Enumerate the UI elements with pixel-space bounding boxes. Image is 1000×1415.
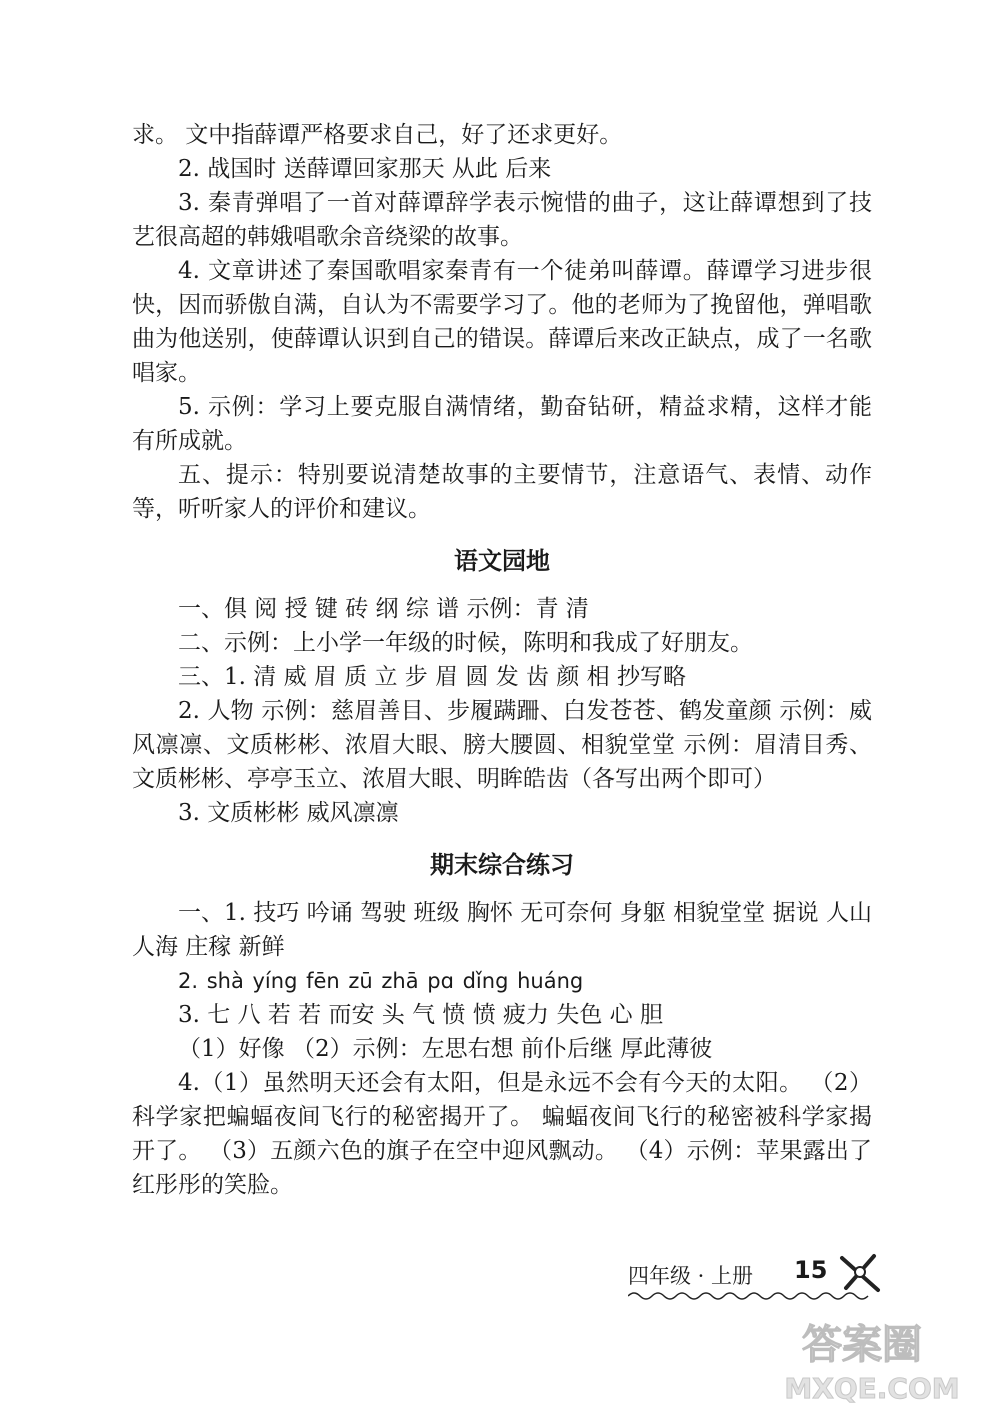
answer-line: 4. 文章讲述了秦国歌唱家秦青有一个徒弟叫薛谭。薛谭学习进步很快，因而骄傲自满，自认为不需要学习了。他的老师为了挽留他，弹唱歌曲为他送别，使薛谭认识到自己的错误。薛谭后来改正缺点，成了一名歌唱家。 bbox=[132, 258, 872, 386]
answer-line: 二、示例：上小学一年级的时候，陈明和我成了好朋友。 bbox=[178, 630, 753, 656]
watermark-text: 答案圈 bbox=[802, 1322, 922, 1368]
grade-label: 四年级 · 上册 bbox=[628, 1264, 754, 1288]
pencil-crossed-icon bbox=[834, 1248, 886, 1300]
answer-line: 五、提示：特别要说清楚故事的主要情节，注意语气、表情、动作等，听听家人的评价和建议。 bbox=[132, 462, 872, 522]
pinyin-line: 2. shà yíng fēn zū zhā pɑ dǐng huáng bbox=[178, 969, 584, 993]
page-body bbox=[132, 118, 872, 1202]
answer-line: 3. 七 八 若 若 而安 头 气 愤 愤 疲力 失色 心 胆 bbox=[178, 1002, 663, 1028]
answer-line: 3. 文质彬彬 威风凛凛 bbox=[178, 800, 399, 826]
section-title: 期末综合练习 bbox=[430, 851, 574, 879]
answer-line: 求。 文中指薛谭严格要求自己，好了还求更好。 bbox=[132, 122, 623, 148]
section-title: 语文园地 bbox=[454, 547, 550, 575]
answer-line: 三、1. 清 威 眉 质 立 步 眉 圆 发 齿 颜 相 抄写略 bbox=[178, 664, 686, 690]
page-number: 15 bbox=[794, 1256, 828, 1284]
watermark-logo bbox=[762, 1316, 982, 1406]
answer-line: （1）好像 （2）示例：左思右想 前仆后继 厚此薄彼 bbox=[178, 1036, 713, 1062]
answer-line: 5. 示例：学习上要克服自满情绪，勤奋钻研，精益求精，这样才能有所成就。 bbox=[132, 394, 872, 454]
answer-line: 2. 人物 示例：慈眉善目、步履蹒跚、白发苍苍、鹤发童颜 示例：威风凛凛、文质彬彬、浓眉大眼、膀大腰圆、相貌堂堂 示例：眉清目秀、文质彬彬、亭亭玉立、浓眉大眼、明眸皓齿（各写出两个即可） bbox=[132, 698, 872, 792]
answer-line: 一、1. 技巧 吟诵 驾驶 班级 胸怀 无可奈何 身躯 相貌堂堂 据说 人山人海 庄稼 新鲜 bbox=[132, 900, 872, 960]
answer-line: 2. 战国时 送薛谭回家那天 从此 后来 bbox=[178, 156, 552, 182]
page-footer bbox=[628, 1256, 898, 1306]
answer-line: 3. 秦青弹唱了一首对薛谭辞学表示惋惜的曲子，这让薛谭想到了技艺很高超的韩娥唱歌余音绕梁的故事。 bbox=[132, 190, 872, 250]
answer-line: 4.（1）虽然明天还会有太阳，但是永远不会有今天的太阳。 （2）科学家把蝙蝠夜间飞行的秘密揭开了。 蝙蝠夜间飞行的秘密被科学家揭开了。 （3）五颜六色的旗子在空中迎风飘动。 （4）示例：苹果露出了红彤彤的笑脸。 bbox=[132, 1070, 872, 1198]
watermark-url: MXQE.COM bbox=[784, 1372, 960, 1405]
answer-line: 一、俱 阅 授 键 砖 纲 综 谱 示例：青 清 bbox=[178, 596, 589, 622]
